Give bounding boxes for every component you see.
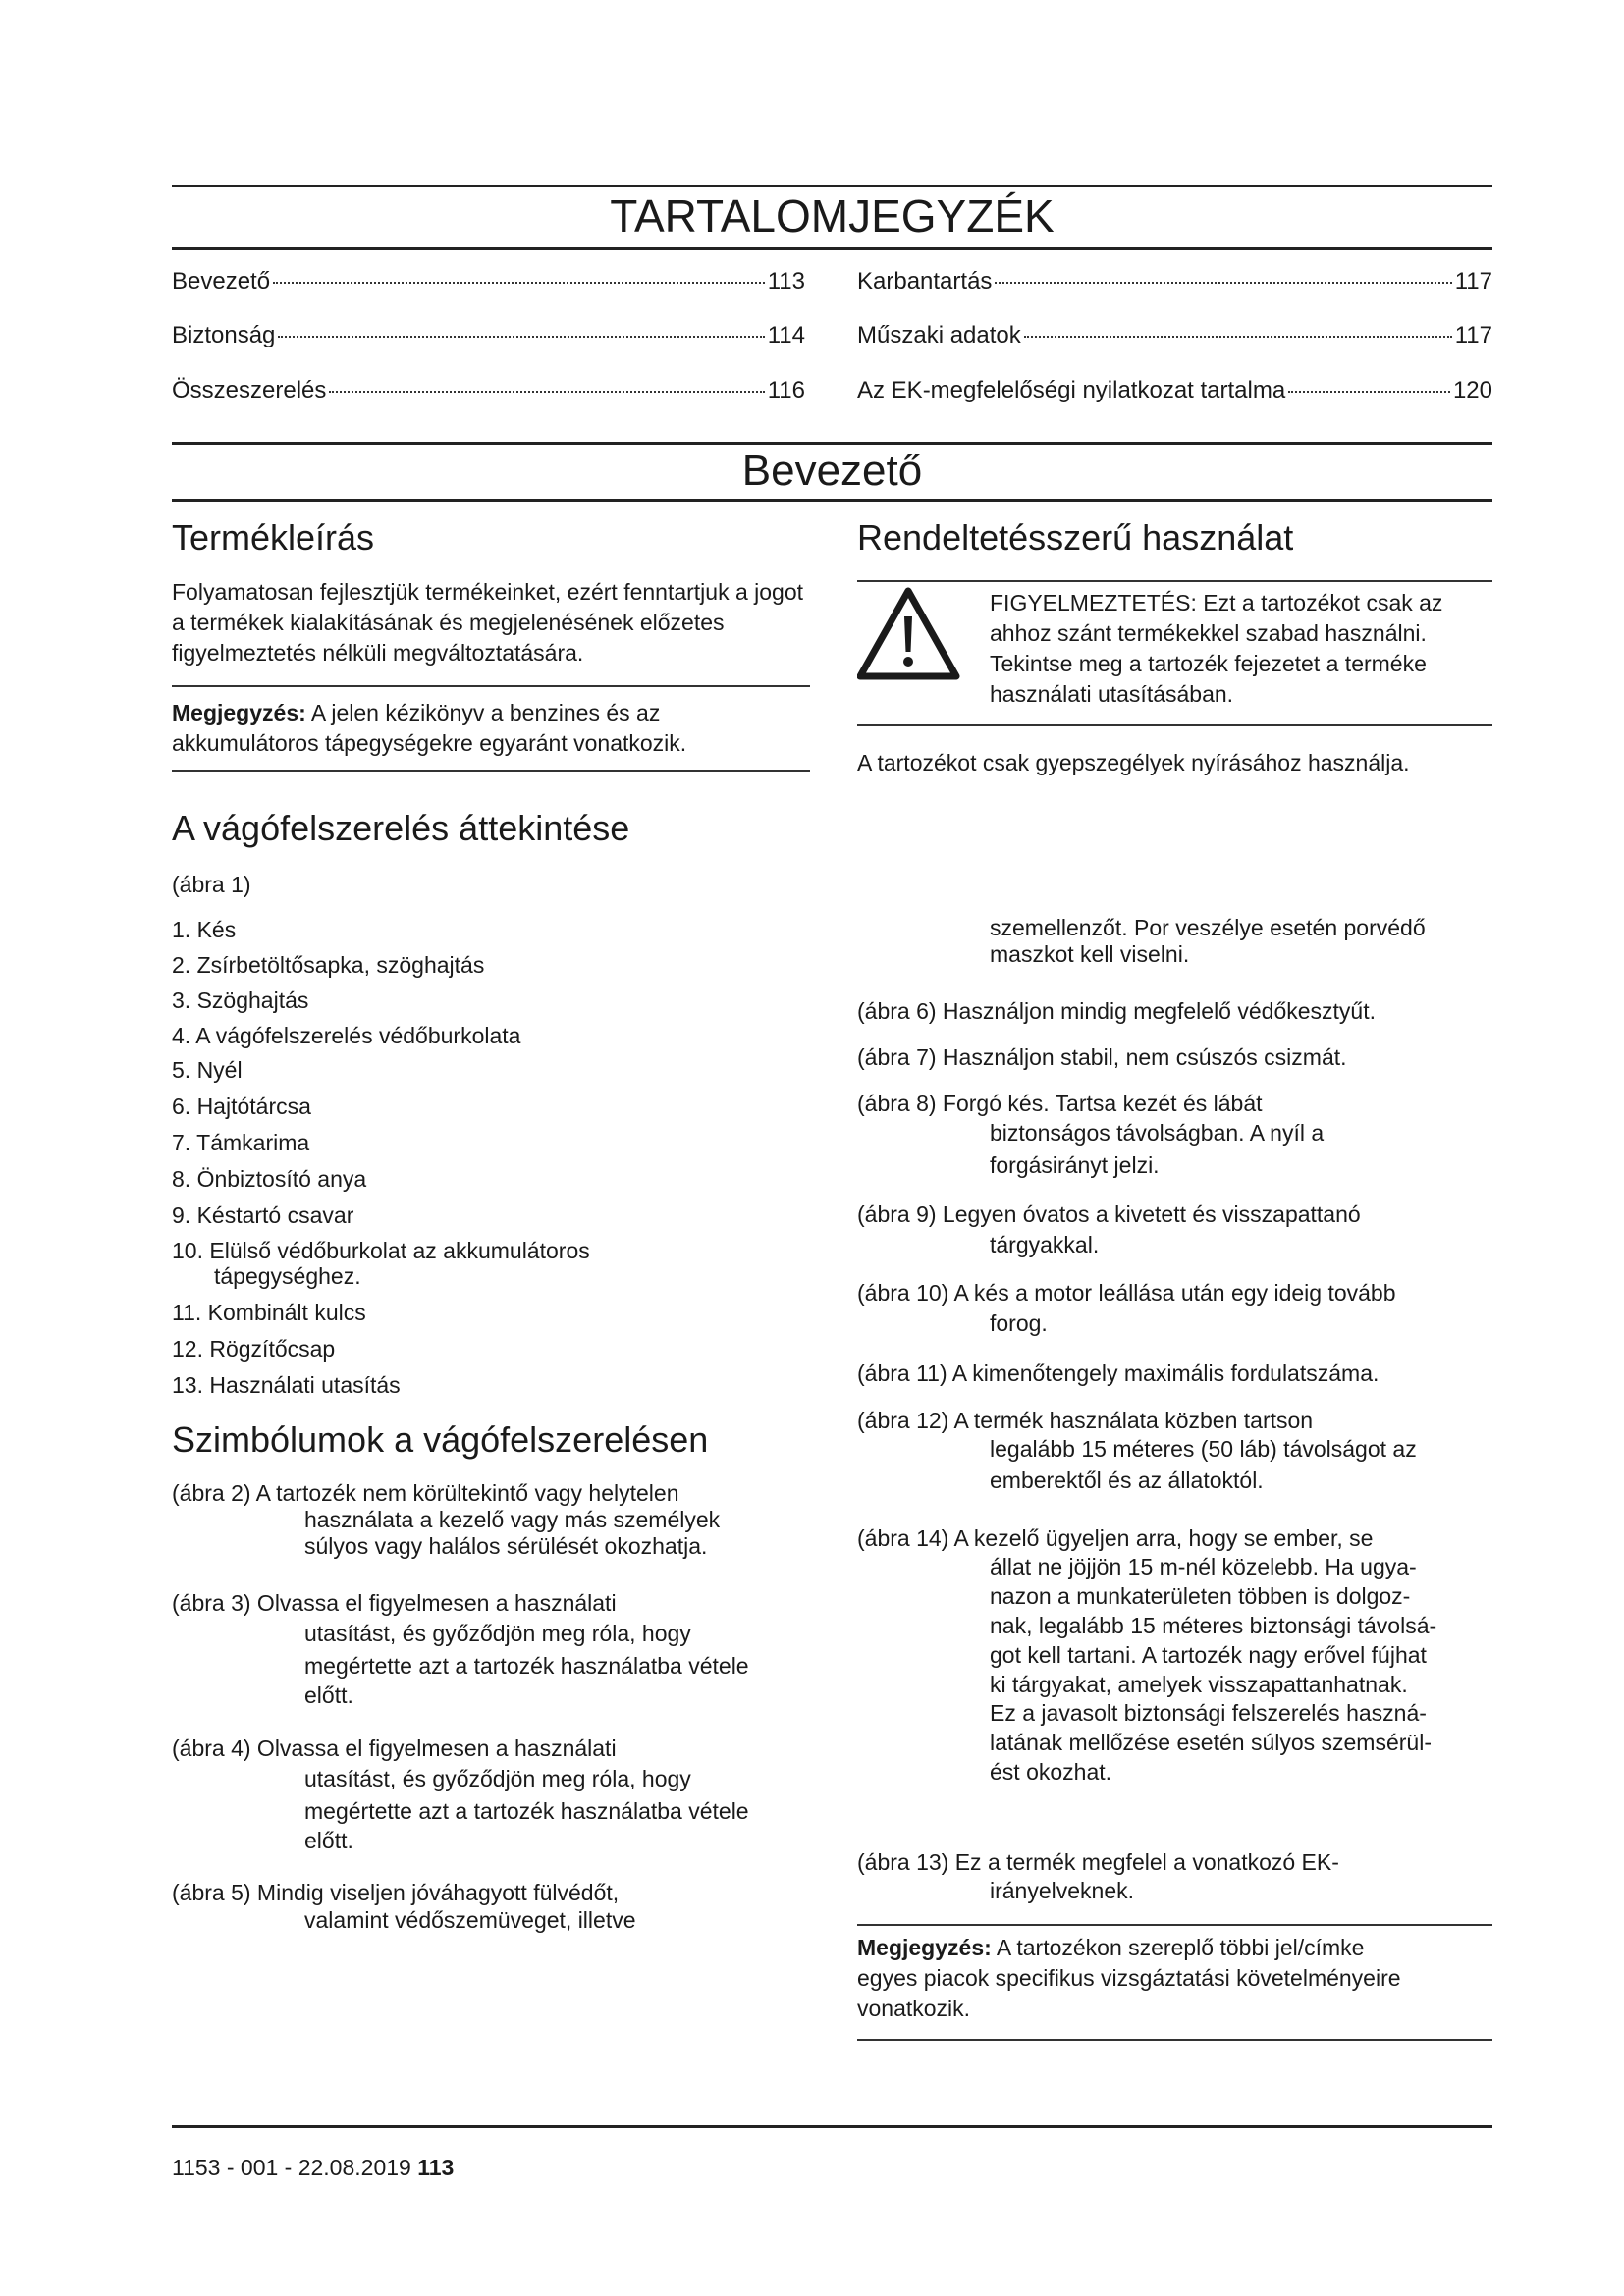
warning-text: FIGYELMEZTETÉS: Ezt a tartozékot csak az ahhoz szánt termékekkel szabad használni. Tekintse meg a tartozék fejezetet a terméke használati utasításában. (990, 590, 1443, 707)
symbol-entry-5-cont: szemellenzőt. Por veszélye esetén porvédő maszkot kell viselni. (990, 915, 1426, 967)
symbols-note-rule-bottom (857, 2039, 1492, 2041)
symbol-entry-10: (ábra 10) A kés a motor leállása után egy ideig tovább forog. (857, 1280, 1396, 1336)
symbols-heading: Szimbólumok a vágófelszerelésen (172, 1419, 709, 1460)
toc-title-rule (172, 247, 1492, 250)
product-note-rule-top (172, 685, 810, 687)
overview-item: 1. Kés (172, 917, 237, 942)
section-top-rule (172, 442, 1492, 445)
footer: 1153 - 001 - 22.08.2019 113 (172, 2155, 455, 2180)
toc-title: TARTALOMJEGYZÉK (610, 190, 1055, 241)
section-title-rule (172, 499, 1492, 502)
symbol-entry-14: (ábra 14) A kezelő ügyeljen arra, hogy se ember, se állat ne jöjjön 15 m-nél közelebb. Ha ugya- nazon a munkaterületen többen is dolgoz- nak, legalább 15 méteres biztonsági távolsá- got kell tartani. A tartozék nagy erővel fújhat ki tárgyakat, amelyek visszapattanhatnak. Ez a javasolt biztonsági felszerelés haszná- latának mellőzése esetén súlyos szemsérül- ést okozhat. (857, 1525, 1437, 1785)
product-note: Megjegyzés: A jelen kézikönyv a benzines és az akkumulátoros tápegységekre egyaránt vonatkozik. (172, 700, 687, 756)
symbol-entry-2: (ábra 2) A tartozék nem körültekintő vagy helytelen használata a kezelő vagy más személyek súlyos vagy halálos sérülését okozhatja. (172, 1480, 721, 1559)
page-number: 113 (417, 2155, 455, 2180)
overview-item: 6. Hajtótárcsa (172, 1094, 311, 1119)
warning-rule-bottom (857, 724, 1492, 726)
overview-heading: A vágófelszerelés áttekintése (172, 808, 630, 848)
overview-item: 2. Zsírbetöltősapka, szöghajtás (172, 952, 485, 978)
overview-figure-ref: (ábra 1) (172, 872, 251, 897)
symbols-note-rule-top (857, 1924, 1492, 1926)
overview-item: 12. Rögzítőcsap (172, 1336, 336, 1362)
overview-item: 9. Késtartó csavar (172, 1202, 354, 1228)
symbol-entry-13: (ábra 13) Ez a termék megfelel a vonatkozó EK- irányelveknek. (857, 1849, 1339, 1903)
toc-entry-ek-nyilatkozat[interactable]: Az EK-megfelelőségi nyilatkozat tartalma 120 (857, 377, 1492, 403)
overview-item-cont: tápegységhez. (214, 1263, 361, 1289)
overview-item: 4. A vágófelszerelés védőburkolata (172, 1023, 521, 1048)
warning-rule-top (857, 580, 1492, 582)
toc-entry-biztonsag[interactable]: Biztonság 114 (172, 322, 805, 348)
overview-item: 3. Szöghajtás (172, 988, 309, 1013)
warning-triangle-icon (857, 587, 960, 681)
intended-use-text: A tartozékot csak gyepszegélyek nyírásához használja. (857, 750, 1410, 775)
toc-entry-muszaki-adatok[interactable]: Műszaki adatok 117 (857, 322, 1492, 348)
toc-top-rule (172, 185, 1492, 187)
product-heading: Termékleírás (172, 517, 375, 558)
product-text: Folyamatosan fejlesztjük termékeinket, ezért fenntartjuk a jogot a termékek kialakításának és megjelenésének előzetes figyelmeztetés nélküli megváltoztatására. (172, 579, 804, 666)
intended-use-heading: Rendeltetésszerű használat (857, 517, 1294, 558)
symbol-entry-7: (ábra 7) Használjon stabil, nem csúszós csizmát. (857, 1044, 1347, 1070)
section-title: Bevezető (741, 447, 923, 495)
overview-item: 7. Támkarima (172, 1130, 310, 1155)
toc-entry-osszeszereles[interactable]: Összeszerelés 116 (172, 377, 805, 403)
symbol-entry-4: (ábra 4) Olvassa el figyelmesen a használati utasítást, és győződjön meg róla, hogy megértette azt a tartozék használatba vétele előtt. (172, 1735, 749, 1853)
symbol-entry-9: (ábra 9) Legyen óvatos a kivetett és visszapattanó tárgyakkal. (857, 1201, 1361, 1257)
toc-entry-karbantartas[interactable]: Karbantartás 117 (857, 268, 1492, 294)
overview-item: 8. Önbiztosító anya (172, 1166, 367, 1192)
symbol-entry-11: (ábra 11) A kimenőtengely maximális fordulatszáma. (857, 1361, 1380, 1386)
overview-item: 10. Elülső védőburkolat az akkumulátoros (172, 1238, 590, 1263)
symbol-entry-5: (ábra 5) Mindig viseljen jóváhagyott fülvédőt, valamint védőszemüveget, illetve (172, 1880, 636, 1933)
overview-item: 5. Nyél (172, 1057, 243, 1083)
symbol-entry-8: (ábra 8) Forgó kés. Tartsa kezét és lábát biztonságos távolságban. A nyíl a forgásirányt jelzi. (857, 1091, 1325, 1178)
symbol-entry-3: (ábra 3) Olvassa el figyelmesen a használati utasítást, és győződjön meg róla, hogy megértette azt a tartozék használatba vétele előtt. (172, 1590, 749, 1708)
product-note-rule-bottom (172, 770, 810, 772)
toc-entry-bevezeto[interactable]: Bevezető 113 (172, 268, 805, 294)
symbol-entry-6: (ábra 6) Használjon mindig megfelelő védőkesztyűt. (857, 998, 1376, 1024)
footer-rule (172, 2125, 1492, 2128)
overview-item: 11. Kombinált kulcs (172, 1300, 366, 1325)
overview-item: 13. Használati utasítás (172, 1372, 401, 1398)
symbol-entry-12: (ábra 12) A termék használata közben tartson legalább 15 méteres (50 láb) távolságot az emberektől és az állatoktól. (857, 1408, 1417, 1493)
symbols-note: Megjegyzés: A tartozékon szereplő többi jel/címke egyes piacok specifikus vizsgáztatási követelményeire vonatkozik. (857, 1935, 1401, 2021)
